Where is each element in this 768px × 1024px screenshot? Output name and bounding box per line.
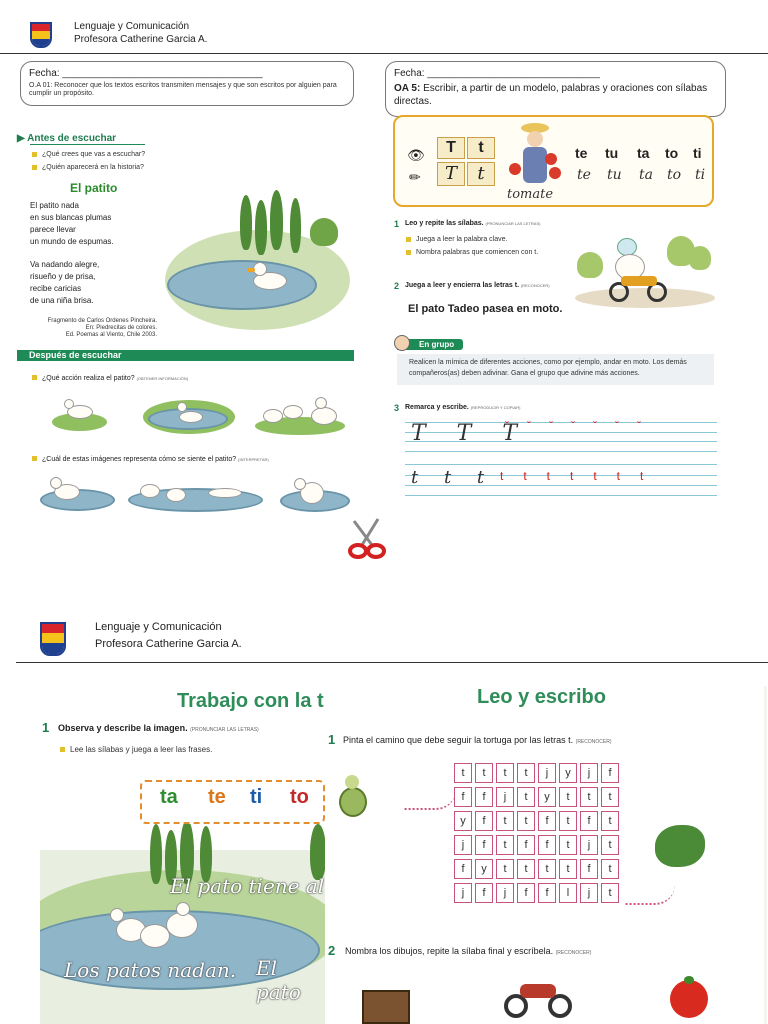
exercise-3-text: Remarca y escribe.	[405, 404, 469, 411]
letter-t-card	[393, 115, 714, 207]
feeling-image-2	[128, 474, 263, 514]
action-image-swim	[143, 396, 235, 434]
maze-cell[interactable]: j	[580, 883, 598, 903]
maze-cell[interactable]: f	[475, 787, 493, 807]
tomato-drawing	[670, 980, 708, 1018]
header-subject: Lenguaje y Comunicación	[95, 621, 222, 633]
eye-icon: 👁	[407, 147, 425, 163]
maze-cell[interactable]: f	[475, 835, 493, 855]
trace-letters: T T T	[411, 421, 530, 446]
trace-letters: t t t	[411, 467, 495, 488]
page2-left-title: Trabajo con la t	[177, 690, 324, 712]
school-logo	[30, 22, 52, 48]
exercise-tag: (PRONUNCIAR LAS LETRAS)	[485, 221, 541, 226]
lettuce-illustration	[655, 825, 705, 867]
syllable-ta-cursive: ta	[639, 167, 653, 183]
poem-line: parece llevar	[30, 225, 76, 234]
maze-cell[interactable]: t	[496, 763, 514, 783]
question-tag: (INTERPRETAR)	[238, 457, 269, 462]
turtle-illustration	[335, 775, 369, 825]
maze-cell[interactable]: t	[496, 835, 514, 855]
maze-cell[interactable]: t	[517, 787, 535, 807]
exercise-number: 3	[394, 403, 400, 413]
page2-right-instruction-1-text: Pinta el camino que debe seguir la tortuga por las letras t.	[343, 735, 574, 745]
maze-cell[interactable]: j	[496, 787, 514, 807]
objective-label: OA 5:	[394, 83, 421, 94]
syllable-te: te	[575, 145, 588, 161]
exercise-number: 2	[328, 943, 336, 958]
section-after-listening	[17, 350, 354, 361]
after-question-2-text: ¿Cuál de estas imágenes representa cómo se siente el patito?	[42, 456, 237, 463]
exercise-tag: (RECONOCER)	[575, 739, 612, 745]
maze-cell[interactable]: j	[538, 763, 556, 783]
exercise-1-instruction	[405, 220, 540, 227]
page2-right-instruction-1	[343, 735, 612, 745]
duck-on-motorcycle-illustration	[575, 232, 715, 314]
print-letter-lower: t	[467, 137, 495, 159]
tomato-farmer-illustration	[505, 123, 565, 187]
action-image-walk	[52, 393, 107, 431]
group-label-text: En grupo	[419, 340, 455, 349]
maze-cell[interactable]: f	[580, 811, 598, 831]
strip-syllable-te: te	[208, 786, 226, 808]
strip-syllable-to: to	[290, 786, 309, 808]
date-field[interactable]: Fecha: _______________________________	[394, 68, 600, 79]
maze-cell[interactable]: t	[496, 859, 514, 879]
question-tag: (OBTENER INFORMACIÓN)	[136, 376, 189, 381]
after-question-1-text: ¿Qué acción realiza el patito?	[42, 375, 135, 382]
exercise-2-text: Juega a leer y encierra las letras t.	[405, 282, 520, 289]
dotted-end-arrow	[625, 885, 675, 905]
exercise-1-bullet-1: Juega a leer la palabra clave.	[406, 236, 507, 243]
exercise-2-instruction	[405, 282, 550, 289]
section-before-listening: ▶ Antes de escuchar	[17, 133, 117, 144]
maze-cell[interactable]: f	[517, 835, 535, 855]
dotted-start-arrow	[404, 790, 456, 810]
exercise-tag: (PRONUNCIAR LAS LETRAS)	[190, 727, 259, 733]
objective-box-left	[20, 61, 354, 106]
feeling-image-3	[280, 476, 350, 514]
maze-cell[interactable]: t	[517, 811, 535, 831]
objective-box-right	[385, 61, 726, 117]
section-after-label: Después de escuchar	[29, 350, 122, 360]
syllable-tu-cursive: tu	[607, 167, 622, 183]
credit-line: En: Piedrecitas de colores.	[85, 325, 157, 331]
syllable-to: to	[665, 145, 679, 161]
syllable-tu: tu	[605, 145, 619, 161]
maze-cell[interactable]: t	[538, 859, 556, 879]
exercise-1-text: Leo y repite las sílabas.	[405, 220, 484, 227]
maze-cell[interactable]: t	[517, 859, 535, 879]
exercise-tag: (REPRODUCIR Y COPIAR)	[470, 405, 521, 410]
maze-cell[interactable]: j	[580, 835, 598, 855]
page2-left-bullet: Lee las sílabas y juega a leer las frases.	[60, 745, 212, 754]
page2-right-instruction-2	[345, 946, 591, 956]
maze-cell[interactable]: f	[580, 859, 598, 879]
maze-cell[interactable]: j	[580, 763, 598, 783]
maze-cell[interactable]: j	[496, 883, 514, 903]
maze-cell[interactable]: j	[454, 835, 472, 855]
maze-cell[interactable]: t	[601, 787, 619, 807]
maze-cell[interactable]: f	[454, 787, 472, 807]
exercise-1-bullet-2: Nombra palabras que comiencen con t.	[406, 249, 538, 256]
section-before-label: Antes de escuchar	[27, 133, 117, 144]
poem-line: El patito nada	[30, 201, 79, 210]
exercise-tag: (RECONOCER)	[520, 283, 550, 288]
page2-right-instruction-2-text: Nombra los dibujos, repite la sílaba final y escríbela.	[345, 946, 554, 956]
school-logo	[40, 622, 66, 656]
poem-credit	[32, 318, 157, 339]
credit-line: Fragmento de Carlos Ordenes Pincheira.	[47, 318, 157, 324]
maze-cell[interactable]: l	[559, 883, 577, 903]
syllable-ti-cursive: ti	[695, 167, 706, 183]
strip-syllable-ta: ta	[160, 786, 178, 808]
exercise-number: 1	[328, 732, 336, 747]
header-subject: Lenguaje y Comunicación	[74, 21, 190, 32]
cursive-letter-upper: T	[437, 162, 465, 186]
objective-text: O.A 01: Reconocer que los textos escritos transmiten mensajes y que son escritos por alguien para cumplir un propósito.	[29, 82, 337, 97]
maze-cell[interactable]: t	[559, 811, 577, 831]
key-word-cursive: tomate	[507, 187, 554, 202]
maze-cell[interactable]: t	[580, 787, 598, 807]
exercise-number: 1	[394, 219, 400, 229]
trace-dots: ˇˇˇˇˇˇˇ	[505, 419, 659, 433]
syllable-strip	[140, 780, 325, 824]
maze-cell[interactable]: y	[538, 787, 556, 807]
poem-line: recibe caricias	[30, 284, 82, 293]
cursive-letter-lower: t	[467, 162, 495, 186]
exercise-tag: (RECONOCER)	[555, 950, 592, 956]
group-activity-text: Realicen la mímica de diferentes acciones, como por ejemplo, andar en moto. Los demás compañeros(as) deben adivinar. Gana el grupo que adivine más acciones.	[397, 354, 714, 385]
page2-left-instruction	[58, 723, 259, 733]
writing-lines-lower[interactable]	[405, 464, 717, 496]
after-question-2	[32, 456, 269, 463]
date-field[interactable]: Fecha: ____________________________________	[29, 68, 263, 79]
maze-cell[interactable]: t	[601, 883, 619, 903]
writing-lines-upper[interactable]	[405, 419, 717, 452]
after-question-1	[32, 375, 188, 382]
motorcycle-drawing	[504, 970, 574, 1024]
poem-line: Va nadando alegre,	[30, 260, 100, 269]
maze-cell[interactable]: t	[559, 835, 577, 855]
exercise-3-instruction	[405, 404, 520, 411]
syllable-to-cursive: to	[667, 167, 682, 183]
feeling-image-1	[40, 474, 115, 514]
phrase-1: El pato tiene al	[170, 874, 325, 898]
phrase-2: Los patos nadan.	[64, 958, 237, 982]
phrase-3: El pato	[256, 956, 301, 1004]
maze-cell[interactable]: t	[601, 811, 619, 831]
maze-cell[interactable]: t	[601, 859, 619, 879]
maze-cell[interactable]: f	[601, 763, 619, 783]
maze-cell[interactable]: t	[559, 859, 577, 879]
poem-line: en sus blancas plumas	[30, 213, 112, 222]
maze-cell[interactable]: f	[538, 883, 556, 903]
strip-syllable-ti: ti	[250, 786, 263, 808]
maze-cell[interactable]: t	[475, 763, 493, 783]
maze-cell[interactable]: t	[454, 763, 472, 783]
syllable-ta: ta	[637, 145, 650, 161]
action-image-group	[255, 395, 345, 435]
maze-cell[interactable]: f	[538, 811, 556, 831]
maze-cell[interactable]: t	[517, 763, 535, 783]
maze-cell[interactable]: f	[454, 859, 472, 879]
lake-scene-illustration	[40, 790, 325, 1024]
trace-dots: ttttttt	[500, 469, 664, 483]
maze-cell[interactable]: t	[601, 835, 619, 855]
header-divider	[16, 662, 768, 663]
sentence-to-circle[interactable]: El pato Tadeo pasea en moto.	[408, 303, 563, 315]
syllable-ti: ti	[693, 145, 702, 161]
header-teacher: Profesora Catherine Garcia A.	[95, 638, 242, 650]
maze-cell[interactable]: j	[454, 883, 472, 903]
maze-cell[interactable]: f	[475, 811, 493, 831]
print-letter-upper: T	[437, 137, 465, 159]
letter-maze-grid[interactable]	[454, 763, 624, 923]
poem-line: un mundo de espumas.	[30, 237, 114, 246]
scissors-icon	[346, 515, 386, 561]
section-underline	[30, 144, 145, 145]
poem-stanza-2	[30, 259, 99, 307]
page2-left-instruction-text: Observa y describe la imagen.	[58, 723, 188, 733]
pencil-icon: ✏	[409, 169, 421, 185]
poem-line: de una niña brisa.	[30, 296, 94, 305]
maze-cell[interactable]: y	[475, 859, 493, 879]
credit-line: Ed. Poemas al Viento, Chile 2003.	[65, 332, 157, 338]
box-drawing	[362, 990, 410, 1024]
exercise-number: 2	[394, 281, 400, 291]
maze-cell[interactable]: y	[559, 763, 577, 783]
objective-description: Escribir, a partir de un modelo, palabras y oraciones con sílabas directas.	[394, 83, 708, 107]
before-question-2: ¿Quién aparecerá en la historia?	[32, 164, 144, 171]
poem-stanza-1	[30, 200, 114, 248]
pond-illustration	[165, 190, 350, 340]
header-teacher: Profesora Catherine Garcia A.	[74, 34, 208, 45]
maze-cell[interactable]: f	[538, 835, 556, 855]
poem-title: El patito	[70, 181, 118, 195]
header-divider	[0, 53, 768, 54]
maze-cell[interactable]: t	[559, 787, 577, 807]
objective-text	[394, 82, 714, 108]
maze-cell[interactable]: f	[475, 883, 493, 903]
before-question-1: ¿Qué crees que vas a escuchar?	[32, 151, 145, 158]
maze-cell[interactable]: y	[454, 811, 472, 831]
poem-line: risueño y de prisa,	[30, 272, 96, 281]
page2-right-title: Leo y escribo	[477, 686, 606, 708]
syllable-te-cursive: te	[577, 167, 591, 183]
group-icon	[394, 335, 410, 351]
maze-cell[interactable]: t	[496, 811, 514, 831]
maze-cell[interactable]: f	[517, 883, 535, 903]
page-edge-divider	[764, 686, 767, 1024]
exercise-number: 1	[42, 720, 50, 735]
